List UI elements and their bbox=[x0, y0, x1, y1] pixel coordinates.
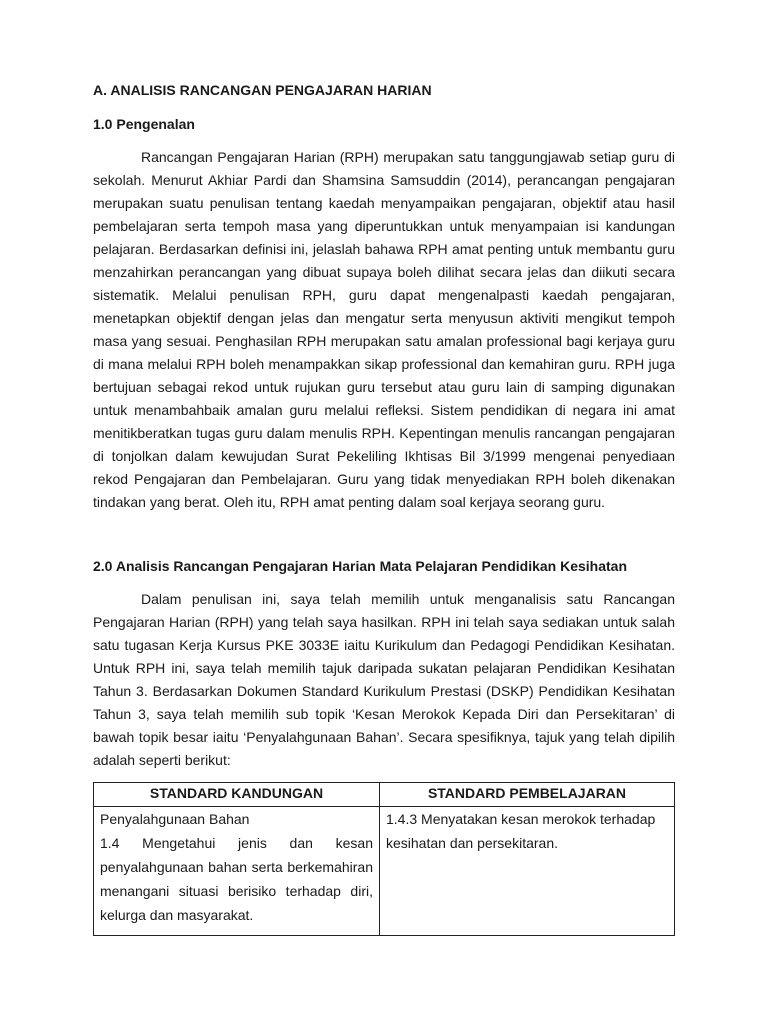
section-a-title: A. ANALISIS RANCANGAN PENGAJARAN HARIAN bbox=[93, 82, 432, 98]
kandungan-topic: Penyalahgunaan Bahan bbox=[100, 811, 250, 827]
table-header-row bbox=[94, 783, 675, 807]
cell-standard-pembelajaran bbox=[380, 807, 675, 936]
kandungan-line-4: kelurga dan masyarakat. bbox=[100, 907, 254, 923]
table-row bbox=[94, 807, 675, 936]
document-page bbox=[93, 80, 675, 936]
pembelajaran-line-1: 1.4.3 Menyatakan kesan merokok terhadap bbox=[386, 811, 656, 827]
section-2-paragraph: Dalam penulisan ini, saya telah memilih untuk menganalisis satu Rancangan Pengajaran Harian (RPH) yang telah saya hasilkan. RPH ini telah saya sediakan untuk salah satu tugasan Kerja Kursus PKE 3033E iaitu Kurikulum dan Pedagogi Pendidikan Kesihatan. Untuk RPH ini, saya telah memilih tajuk daripada sukatan pelajaran Pendidikan Kesihatan Tahun 3. Berdasarkan Dokumen Standard Kurikulum Prestasi (DSKP) Pendidikan Kesihatan Tahun 3, saya telah memilih sub topik ‘Kesan Merokok Kepada Diri dan Persekitaran’ di bawah topik besar iaitu ‘Penyalahgunaan Bahan’. Secara spesifiknya, tajuk yang telah dipilih adalah seperti berikut: bbox=[93, 591, 675, 768]
standards-table bbox=[93, 782, 675, 936]
header-standard-pembelajaran: STANDARD PEMBELAJARAN bbox=[380, 783, 675, 807]
section-1-subtitle: 1.0 Pengenalan bbox=[93, 116, 195, 132]
kandungan-line-2: penyalahgunaan bahan serta berkemahiran bbox=[100, 859, 373, 875]
section-1-paragraph: Rancangan Pengajaran Harian (RPH) merupakan satu tanggungjawab setiap guru di sekolah. Menurut Akhiar Pardi dan Shamsina Samsuddin (2014), perancangan pengajaran merupakan suatu penulisan tentang kaedah menyampaikan pengajaran, objektif atau hasil pembelajaran serta tempoh masa yang diperuntukkan untuk menyampaian isi kandungan pelajaran. Berdasarkan definisi ini, jelaslah bahawa RPH amat penting untuk membantu guru menzahirkan perancangan yang dibuat supaya boleh dilihat secara jelas dan diikuti secara sistematik. Melalui penulisan RPH, guru dapat mengenalpasti kaedah pengajaran, menetapkan objektif dengan jelas dan mengatur serta menyusun aktiviti mengikut tempoh masa yang sesuai. Penghasilan RPH merupakan satu amalan professional bagi kerjaya guru di mana melalui RPH boleh menampakkan sikap professional dan kemahiran guru. RPH juga bertujuan sebagai rekod untuk rujukan guru tersebut atau guru lain di samping digunakan untuk menambahbaik amalan guru melalui refleksi. Sistem pendidikan di negara ini amat menitikberatkan tugas guru dalam menulis RPH. Kepentingan menulis rancangan pengajaran di tonjolkan dalam kewujudan Surat Pekeliling Ikhtisas Bil 3/1999 mengenai penyediaan rekod Pengajaran dan Pembelajaran. Guru yang tidak menyediakan RPH boleh dikenakan tindakan yang berat. Oleh itu, RPH amat penting dalam soal kerjaya seorang guru. bbox=[93, 149, 675, 510]
pembelajaran-line-2: kesihatan dan persekitaran. bbox=[386, 835, 558, 851]
section-2-title: 2.0 Analisis Rancangan Pengajaran Harian Mata Pelajaran Pendidikan Kesihatan bbox=[93, 558, 628, 574]
cell-standard-kandungan bbox=[94, 807, 380, 936]
kandungan-line-3: menangani situasi berisiko terhadap diri, bbox=[100, 883, 373, 899]
header-standard-kandungan: STANDARD KANDUNGAN bbox=[94, 783, 380, 807]
kandungan-line-1: 1.4 Mengetahui jenis dan kesan bbox=[100, 835, 373, 851]
